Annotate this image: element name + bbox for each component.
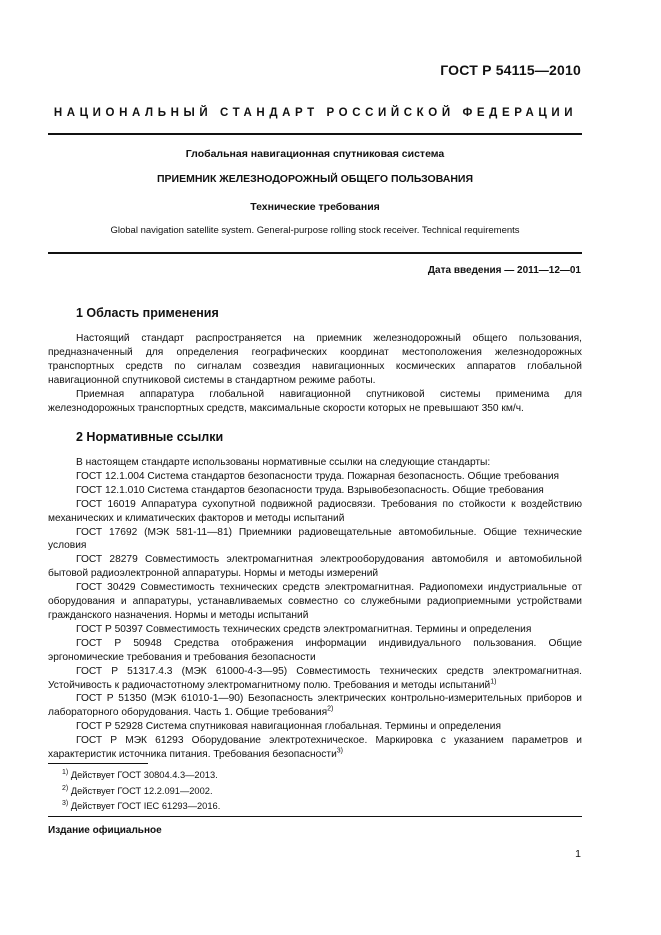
reference-item: ГОСТ Р 50397 Совместимость технических средств электромагнитная. Термины и определения bbox=[76, 623, 532, 635]
reference-item: ГОСТ 17692 (МЭК 581-11—81) Приемники радиовещательные автомобильные. Общие технические условия bbox=[48, 526, 582, 552]
footnote: $^{1)}$ Действует ГОСТ 30804.4.3—2013. bbox=[62, 768, 218, 780]
reference-item: ГОСТ 30429 Совместимость технических средств электромагнитная. Радиопомехи индустриальные от оборудования и аппаратуры, устанавливаемых совместно со служебными радиоприемными устройствами гражданского назначения. Нормы и методы испытаний bbox=[48, 582, 582, 621]
section1-paragraph: Приемная аппаратура глобальной навигационной спутниковой системы применима для железнодорожных транспортных средств, максимальные скорости которых не превышают 350 км/ч. bbox=[48, 388, 582, 414]
header-rule bbox=[48, 133, 582, 135]
section1-paragraph: Настоящий стандарт распространяется на приемник железнодорожный общего пользования, предназначенный для определения географических координат местоположения железнодорожных транспортных средств по сигналам созвездия навигационных космических аппаратов глобальной навигационной спутниковой системы в стандартном режиме работы. bbox=[48, 333, 582, 386]
section2-heading: 2 Нормативные ссылки bbox=[76, 430, 224, 444]
footnote: $^{3)}$ Действует ГОСТ IEC 61293—2016. bbox=[62, 799, 221, 811]
section2-intro: В настоящем стандарте использованы нормативные ссылки на следующие стандарты: bbox=[76, 457, 491, 468]
reference-item: ГОСТ 16019 Аппаратура сухопутной подвижной радиосвязи. Требования по стойкости к воздействию механических и климатических факторов и методы испытаний bbox=[48, 498, 582, 524]
reference-item: ГОСТ Р 52928 Система спутниковая навигационная глобальная. Термины и определения bbox=[76, 721, 502, 733]
reference-item: ГОСТ Р 51350 (МЭК 61010-1—90) Безопасность электрических контрольно-измерительных приборов и лабораторного оборудования. Часть 1. Общие требования$^{2)}$ bbox=[48, 693, 582, 719]
page-number: 1 bbox=[575, 848, 581, 860]
footnote-rule bbox=[48, 763, 148, 764]
footnote: $^{2)}$ Действует ГОСТ 12.2.091—2002. bbox=[62, 784, 213, 796]
section1-heading: 1 Область применения bbox=[76, 306, 219, 320]
title-rule bbox=[48, 252, 582, 254]
national-standard-banner: НАЦИОНАЛЬНЫЙ СТАНДАРТ РОССИЙСКОЙ ФЕДЕРАЦИИ bbox=[53, 107, 578, 119]
reference-item: ГОСТ Р МЭК 61293 Оборудование электротехническое. Маркировка с указанием параметров и характеристик источника питания. Требования безопасности$^{3)}$ bbox=[48, 735, 582, 761]
section2-body bbox=[48, 456, 582, 762]
reference-list bbox=[48, 470, 582, 762]
title-main: ПРИЕМНИК ЖЕЛЕЗНОДОРОЖНЫЙ ОБЩЕГО ПОЛЬЗОВАНИЯ bbox=[156, 173, 474, 185]
footer-rule bbox=[48, 816, 582, 817]
reference-item: ГОСТ 12.1.010 Система стандартов безопасности труда. Взрывобезопасность. Общие требования bbox=[76, 484, 544, 496]
reference-item: ГОСТ 28279 Совместимость электромагнитная электрооборудования автомобиля и автомобильной бытовой радиоэлектронной аппаратуры. Нормы и методы измерений bbox=[48, 554, 582, 580]
title-system: Глобальная навигационная спутниковая система bbox=[185, 148, 445, 160]
official-edition-label: Издание официальное bbox=[48, 825, 162, 836]
title-subtitle: Технические требования bbox=[250, 201, 380, 213]
footnotes bbox=[62, 768, 220, 815]
reference-item: ГОСТ 12.1.004 Система стандартов безопасности труда. Пожарная безопасность. Общие требования bbox=[76, 470, 560, 482]
introduction-date: Дата введения — 2011—12—01 bbox=[427, 265, 581, 276]
reference-item: ГОСТ Р 50948 Средства отображения информации индивидуального пользования. Общие эргономические требования и требования безопасности bbox=[48, 637, 582, 663]
title-english: Global navigation satellite system. General-purpose rolling stock receiver. Technical requirements bbox=[110, 225, 520, 236]
document-code: ГОСТ Р 54115—2010 bbox=[440, 62, 581, 78]
reference-item: ГОСТ Р 51317.4.3 (МЭК 61000-4-3—95) Совместимость технических средств электромагнитная. Устойчивость к радиочастотному электромагнитному полю. Требования и методы испытаний$^{1)}$ bbox=[48, 665, 582, 691]
section1-body bbox=[48, 332, 582, 415]
